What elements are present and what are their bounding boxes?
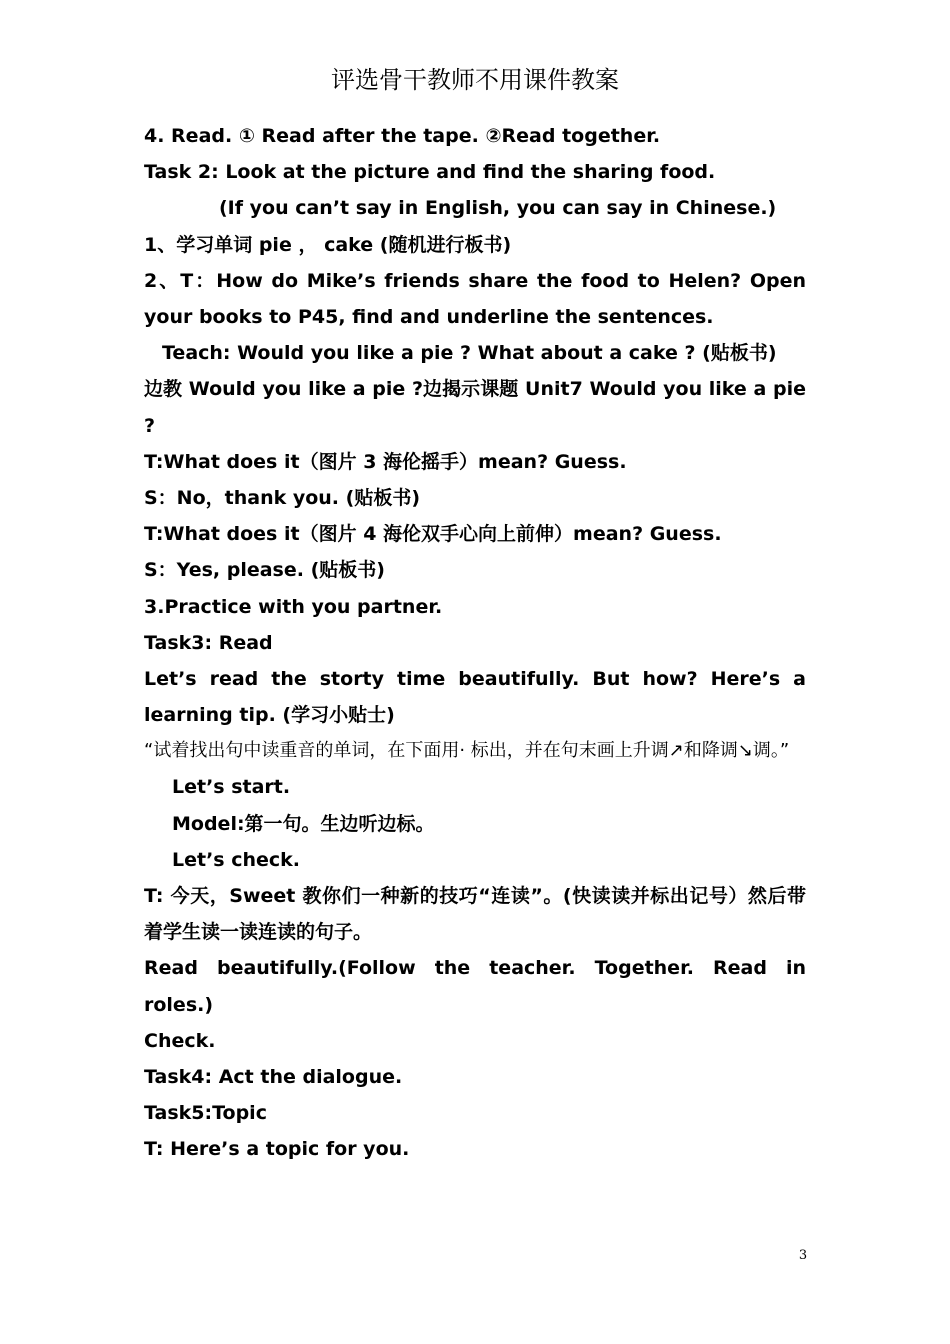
step-practice: 3.Practice with you partner. (144, 595, 443, 618)
step-share-food-question: 2、T：How do Mike’s friends share the food to Helen? Open your books to P45, find and underline the sentences. (144, 269, 806, 328)
page-number: 3 (798, 1248, 808, 1263)
model-step: Model:第一句。生边听边标。 (172, 812, 435, 835)
learning-tip-quote: “试着找出句中读重音的单词，在下面用· 标出，并在句末画上升调↗和降调↘调。” (144, 740, 790, 762)
answer-yes-please: S：Yes, please. (贴板书) (144, 559, 385, 582)
check-step: Check. (144, 1029, 216, 1052)
lets-start: Let’s start. (172, 776, 291, 799)
step-learn-words: 1、学习单词 pie ， cake (随机进行板书) (144, 233, 512, 256)
task2-note: (If you can’t say in English, you can say in Chinese.) (219, 197, 777, 220)
step-read-along: 4. Read. ① Read after the tape. ②Read together. (144, 125, 661, 147)
task3-heading: Task3: Read (144, 631, 273, 654)
task3-intro: Let’s read the storty time beautifully. But how? Here’s a learning tip. (学习小贴士) (144, 667, 806, 727)
linking-technique: T: 今天，Sweet 教你们一种新的技巧“连读”。(快读读并标出记号）然后带着学生读一读连读的句子。 (144, 885, 806, 944)
document-body (144, 118, 806, 1168)
lets-check: Let’s check. (172, 848, 301, 871)
teach-sentences: Teach: Would you like a pie ? What about a cake ? (贴板书) (162, 342, 777, 365)
question-picture-3: T:What does it（图片 3 海伦摇手）mean? Guess. (144, 450, 627, 473)
answer-no-thank-you: S：No，thank you. (贴板书) (144, 486, 421, 509)
page-header-title: 评选骨干教师不用课件教案 (331, 66, 619, 94)
question-picture-4: T:What does it（图片 4 海伦双手心向上前伸）mean? Guess. (144, 523, 722, 546)
read-beautifully: Read beautifully.(Follow the teacher. Together. Read in roles.) (144, 957, 806, 1016)
task5-heading: Task5:Topic (144, 1102, 267, 1125)
task4-heading: Task4: Act the dialogue. (144, 1066, 403, 1089)
task2-heading: Task 2: Look at the picture and find the sharing food. (144, 161, 716, 184)
topic-intro: T: Here’s a topic for you. (144, 1138, 410, 1161)
reveal-title: 边教 Would you like a pie ?边揭示课题 Unit7 Would you like a pie ? (144, 378, 806, 437)
